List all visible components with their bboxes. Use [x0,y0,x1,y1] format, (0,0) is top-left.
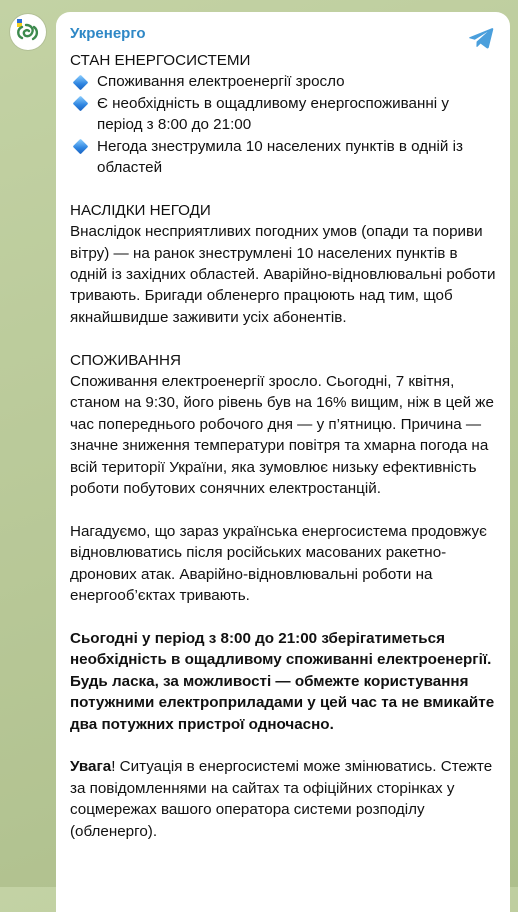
blue-diamond-icon [72,74,88,90]
status-section-title: СТАН ЕНЕРГОСИСТЕМИ [70,52,251,69]
channel-avatar[interactable] [10,14,46,50]
blue-diamond-icon [72,139,88,155]
status-item-text: Негода знеструмила 10 населених пунктів в одній із областей [97,137,463,177]
status-item-text: Є необхідність в ощадливому енергоспоживанні у період з 8:00 до 21:00 [97,94,449,134]
status-item [70,71,496,92]
channel-name[interactable]: Укренерго [70,25,146,42]
warning-paragraph [70,756,496,842]
warning-text: ! Ситуація в енергосистемі може змінюватись. Стежте за повідомленнями на сайтах та офіційних сторінках у соцмережах вашого оператора системи розподілу (обленерго). [70,758,493,840]
bold-notice: Сьогодні у період з 8:00 до 21:00 зберігатиметься необхідність в ощадливому споживанні електроенергії. Будь ласка, за можливості — обмежте користування потужними електроприладами у цей час та не вмикайте два потужних пристрої одночасно. [70,629,495,733]
status-item-text: Споживання електроенергії зросло [97,73,345,91]
telegram-share-icon[interactable] [468,26,494,50]
reminder-text: Нагадуємо, що зараз українська енергосистема продовжує відновлюватись після російських масованих ракетно-дронових атак. Аварійно-відновлювальні роботи на енергооб’єктах тривають. [70,522,487,605]
status-item [70,93,496,136]
warning-label: Увага [70,758,112,776]
message-bubble [56,12,510,912]
weather-section-title: НАСЛІДКИ НЕГОДИ [70,201,211,219]
consumption-section-title: СПОЖИВАННЯ [70,351,181,369]
blue-diamond-icon [72,96,88,112]
consumption-text: Споживання електроенергії зросло. Сьогодні, 7 квітня, станом на 9:30, його рівень був на 16% вищим, ніж в цей же час попереднього робочого дня — у п’ятницю. Причина — значне зниження температури повітря та хмарна погода на всій території України, яка зумовлює низьку ефективність роботи побутових сонячних електростанцій. [70,373,494,498]
status-item [70,136,496,179]
weather-text: Внаслідок несприятливих погодних умов (опади та пориви вітру) — на ранок знеструмлені 10 населених пунктів в одній із західних областей. Аварійно-відновлювальні роботи тривають. Бригади обленерго працюють над тим, щоб якнайшвидше заживити усіх абонентів. [70,223,496,326]
ukrenergo-logo-icon [13,17,43,47]
